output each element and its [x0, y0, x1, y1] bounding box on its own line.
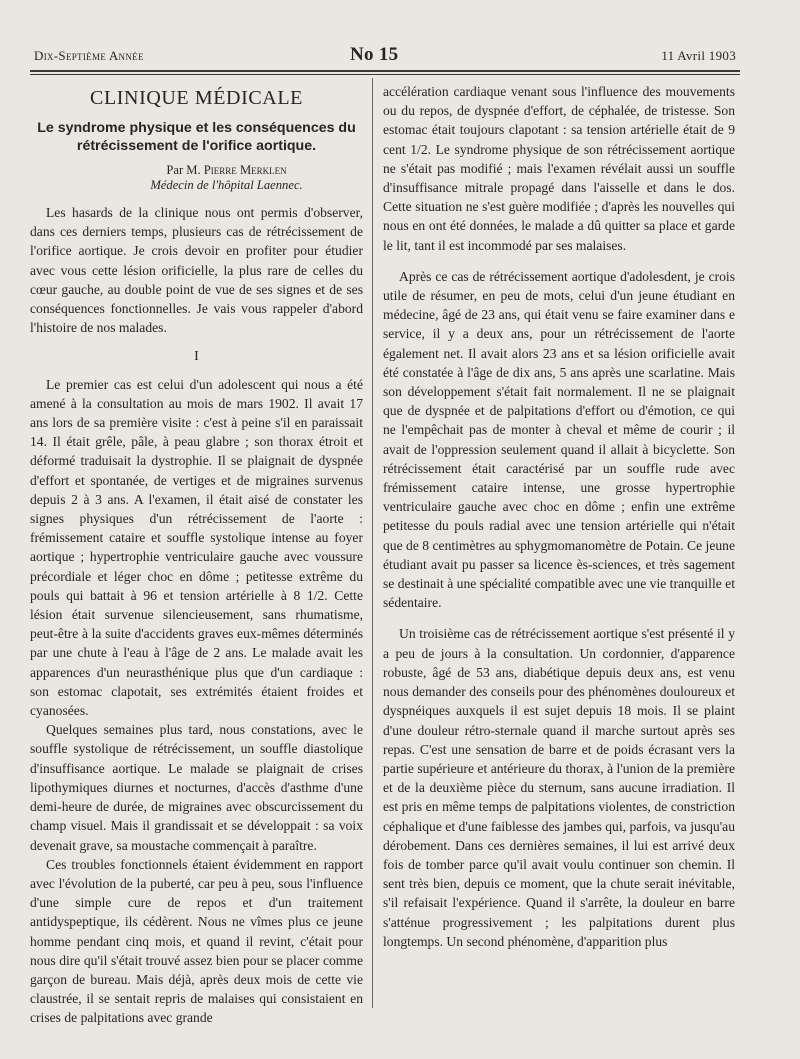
header-rule-thin — [30, 74, 740, 75]
column-divider — [372, 78, 373, 1008]
right-paragraph-3: Un troisième cas de rétrécissement aortique s'est présenté il y a peu de jours à la consultation. Un cordonnier, d'apparence robuste, âgé de 53 ans, diabétique depuis deux ans, est venu nous demander des conseils pour des phénomènes douloureux et dyspnéiques auxquels il est sujet depuis 18 mois. Il se plaint d'une douleur rétro-sternale quand il marche surtout après ses repas. C'est une sensation de barre et de poids écrasant vers la partie supérieure et antérieure du thorax, à l'union de la première et de la deuxième pièce du sternum, sans aucune irradiation. Il est pris en même temps de palpitations violentes, de constriction céphalique et d'une faiblesse des jambes qui, parfois, va jusqu'au dérobement. Dans ces dernières semaines, il lui est arrivé deux fois de tomber parce qu'il avait voulu continuer son chemin. Il sent très bien, depuis ce moment, que la chute serait inévitable, s'il refaisait l'expérience. Quand il s'arrête, la douleur en barre s'atténue progressivement ; les palpitations durent plus longtemps. Un second phénomène, d'apparition plus — [383, 626, 735, 949]
right-paragraph-1: accélération cardiaque venant sous l'influence des mouvements ou du repos, de dyspnée d'effort, de céphalée, de tristesse. Son estomac était toujours clapotant : sa tension artérielle était de 9 cent 1/2. Le syndrome physique de son rétrécissement aortique ne s'était pas modifié ; mais l'examen révélait aussi un souffle d'insuffisance mitrale propagé dans l'aisselle et dans le dos. Cette situation ne s'est guère modifiée ; d'après les nouvelles qui nous en ont été données, le malade a dû quitter sa place et garde le lit, tant il est incommodé par ses malaises. — [383, 84, 735, 253]
left-column — [30, 82, 363, 1028]
intro-paragraph: Les hasards de la clinique nous ont permis d'observer, dans ces derniers temps, plusieurs cas de rétrécissement de l'orifice aortique. Je crois devoir en profiter pour étudier avec vous cette lésion orificielle, la plus rare de celles du cœur gauche, au double point de vue de ses signes et de ses conséquences fonctionnelles. Je vais vous rappeler d'abord l'histoire de nos malades. — [30, 205, 363, 336]
left-paragraph-3: Ces troubles fonctionnels étaient évidemment en rapport avec l'évolution de la puberté, car peu à peu, sous l'influence d'une simple cure de repos et d'un traitement antidyspeptique, ils cédèrent. Nous ne vîmes plus ce jeune homme pendant cinq mois, et quand il revint, c'était pour nous dire qu'il s'était trouvé assez bien pour se placer comme garçon de bureau. Mais déjà, après deux mois de cette vie claustrée, il se sentait repris de malaises qui consistaient en crises de palpitations avec grande — [30, 856, 363, 1026]
left-paragraph-1: Le premier cas est celui d'un adolescent qui nous a été amené à la consultation au mois de mars 1902. Il avait 17 ans lors de sa première visite : c'est à peine s'il en paraissait 14. Il était grêle, pâle, à peau glabre ; son thorax étroit et déformé traduisait la dystrophie. Il se plaignait de dyspnée d'effort et spontanée, de vertiges et de migraines survenus depuis 2 à 3 ans. A l'examen, il était aisé de constater les signes physiques d'un rétrécissement de l'aorte : frémissement cataire et souffle systolique intense au foyer aortique ; hypertrophie ventriculaire gauche avec voussure précordiale et léger choc en dôme ; petitesse extrême du pouls qui battait à 96 et tension artérielle à 8 1/2. Cette lésion était survenue silencieusement, sans rhumatisme, peut-être à la suite d'accidents graves eux-mêmes déterminés par une chute à l'eau à l'âge de 2 ans. Le malade avait les apparences d'un neurasthénique plus que d'un cardiaque : son estomac clapotait, ses extrémités étaient froides et cyanosées. — [30, 376, 363, 719]
right-paragraph-2: Après ce cas de rétrécissement aortique d'adolesdent, je crois utile de résumer, en peu de mots, celui d'un jeune étudiant en médecine, âgé de 23 ans, qui était venu se faire examiner dans e service, il y a deux ans, pour un rétrécissement de l'aorte également net. Il avait alors 23 ans et sa lésion orificielle avait été constatée à l'âge de dix ans, 5 ans après une scarlatine. Mais son développement s'était fait normalement. Il ne se plaignait que de dyspnée et de palpitations d'effort ou d'émotion, ce qui ne l'empêchait pas de monter à cheval et même de courir ; il avait de l'oppression seulement quand il allait à bicyclette. Son rétrécissement était caractérisé par un souffle rude avec frémissement cataire intense, une grosse hypertrophie ventriculaire gauche avec choc en dôme ; enfin une extrême petitesse du pouls radial avec une tension artérielle qui n'était que de 8 centimètres au sphygmomanomètre de Potain. Ce jeune étudiant avait pu passer sa licence ès-sciences, et très sagement se destinait à une spécialité compatible avec une vie tranquille et sédentaire. — [383, 268, 735, 611]
header-issue-number: No 15 — [350, 44, 399, 65]
author-name: Pierre Merklen — [203, 163, 287, 177]
running-header — [30, 44, 736, 66]
article-title: Le syndrome physique et les conséquences du rétrécissement de l'orifice aortique. — [37, 120, 356, 154]
left-paragraph-2: Quelques semaines plus tard, nous constations, avec le souffle systolique de rétrécissement, un souffle diastolique d'insuffisance aortique. Le malade se plaignait de crises lipothymiques diurnes et nocturnes, d'accès d'asthme d'une demi-heure de durée, de migraines avec obscurcissement du champ visuel. Mais il grandissait et se développait : sa voix devenait grave, sa moustache commençait à paraître. — [30, 722, 363, 853]
section-title: CLINIQUE MÉDICALE — [90, 87, 303, 109]
header-volume: Dix-Septième Année — [34, 48, 144, 63]
header-rule-thick — [30, 70, 740, 72]
author-affiliation: Médecin de l'hôpital Laennec. — [150, 178, 303, 192]
byline-prefix: Par M. — [166, 163, 201, 177]
header-date: 11 Avril 1903 — [661, 48, 736, 63]
section-number: I — [194, 349, 199, 365]
right-column — [383, 82, 735, 951]
byline — [90, 163, 363, 178]
